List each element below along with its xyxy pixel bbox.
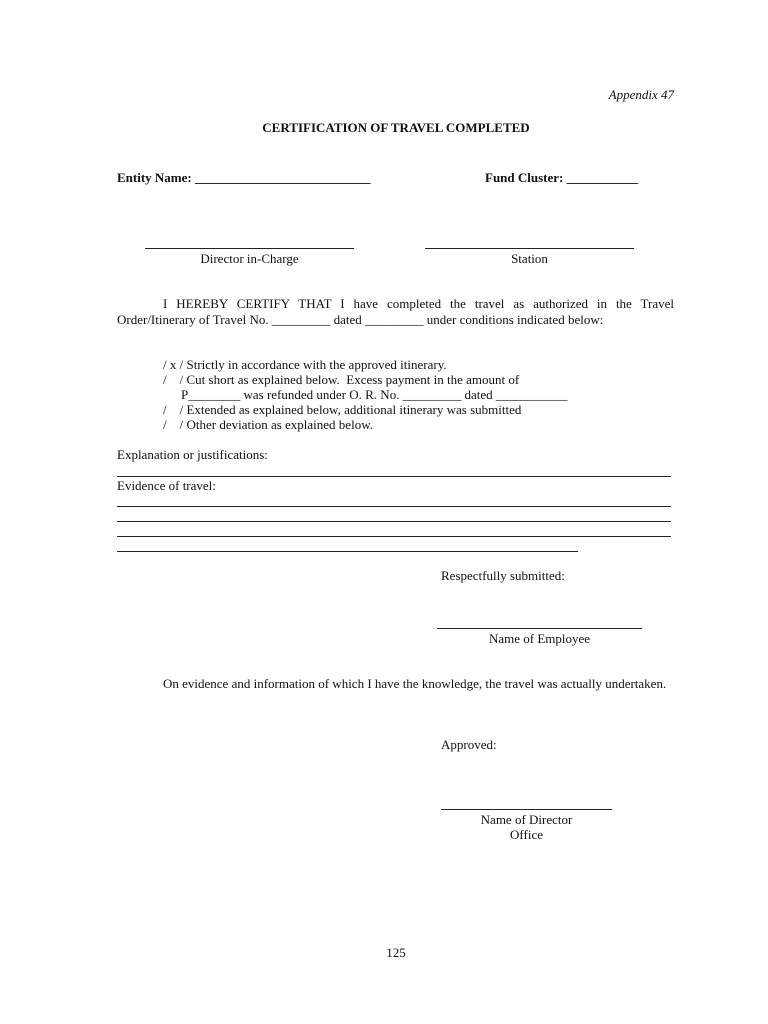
option-other-deviation: / / Other deviation as explained below. <box>163 417 373 432</box>
appendix-label: Appendix 47 <box>608 87 674 102</box>
evidence-paragraph <box>117 676 674 692</box>
director-in-charge-caption: Director in-Charge <box>200 251 299 266</box>
station-caption: Station <box>511 251 548 266</box>
explanation-label: Explanation or justifications: <box>117 447 268 462</box>
respectfully-submitted-label: Respectfully submitted: <box>441 568 565 583</box>
director-office-caption: Office <box>510 827 543 842</box>
director-name-caption: Name of Director <box>480 812 573 827</box>
employee-signature-line <box>437 628 642 629</box>
director-in-charge-signature-line <box>145 248 354 249</box>
certify-paragraph-text: I HEREBY CERTIFY THAT I have completed the travel as authorized in the Travel Order/Itinerary of Travel No. _________ dated _________ under conditions indicated below: <box>117 296 674 327</box>
evidence-line <box>117 506 671 507</box>
option-cut-short-refund: P________ was refunded under O. R. No. _________ dated ___________ <box>181 387 568 402</box>
option-strictly-in-accordance: / x / Strictly in accordance with the approved itinerary. <box>163 357 447 372</box>
entity-name-field <box>117 170 371 185</box>
director-signature-line <box>441 809 612 810</box>
explanation-line <box>117 476 671 477</box>
fund-cluster-field <box>485 170 638 185</box>
station-signature-line <box>425 248 634 249</box>
evidence-label: Evidence of travel: <box>117 478 216 493</box>
evidence-paragraph-text: On evidence and information of which I have the knowledge, the travel was actually undertaken. <box>163 676 667 691</box>
certify-paragraph <box>117 296 674 328</box>
fund-cluster-blank: ___________ <box>566 170 639 185</box>
evidence-line <box>117 551 578 552</box>
page-number: 125 <box>386 945 406 960</box>
employee-name-caption: Name of Employee <box>488 631 591 646</box>
fund-cluster-label: Fund Cluster: <box>485 170 564 185</box>
option-cut-short: / / Cut short as explained below. Excess payment in the amount of <box>163 372 520 387</box>
form-title: CERTIFICATION OF TRAVEL COMPLETED <box>262 120 530 135</box>
option-extended: / / Extended as explained below, additional itinerary was submitted <box>163 402 522 417</box>
approved-label: Approved: <box>441 737 497 752</box>
evidence-line <box>117 521 671 522</box>
entity-name-blank: ___________________________ <box>195 170 371 185</box>
entity-name-label: Entity Name: <box>117 170 192 185</box>
evidence-line <box>117 536 671 537</box>
